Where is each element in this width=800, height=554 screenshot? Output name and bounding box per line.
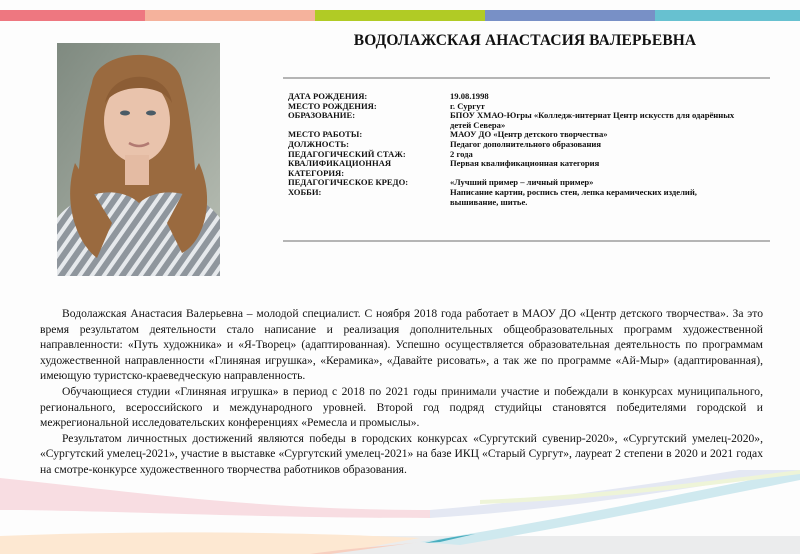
- portrait-illustration: [57, 43, 220, 276]
- info-label: МЕСТО РОЖДЕНИЯ:: [288, 100, 377, 111]
- stripe-segment-peach: [145, 10, 315, 21]
- biography-paragraph: Обучающиеся студии «Глиняная игрушка» в период с 2018 по 2021 годы принимали участие и побеждали в конкурсах муниципального, регионального, всероссийского и международного уровней. Второй год подряд студийцы становятся победителями городской и межрегиональной исследовательских конференциях «Ремесла и промыслы».: [40, 384, 763, 430]
- color-stripe: [0, 10, 800, 21]
- info-value: Первая квалификационная категория: [450, 158, 600, 169]
- info-value: 19.08.1998: [450, 91, 489, 101]
- info-label: ОБРАЗОВАНИЕ:: [288, 110, 356, 121]
- info-row-education: [288, 111, 768, 130]
- info-label: ДОЛЖНОСТЬ:: [288, 138, 350, 149]
- info-label: КВАЛИФИКАЦИОННАЯ КАТЕГОРИЯ:: [288, 158, 392, 178]
- page-title: ВОДОЛАЖСКАЯ АНАСТАСИЯ ВАЛЕРЬЕВНА: [353, 32, 697, 49]
- info-value: 2 года: [450, 148, 473, 159]
- info-row-category: [288, 159, 768, 178]
- decorative-swirls: [0, 470, 800, 554]
- info-value: Педагог дополнительного образования: [450, 138, 601, 149]
- biography-paragraph: Водолажская Анастасия Валерьевна – молодой специалист. С ноября 2018 года работает в МАОУ ДО «Центр детского творчества». За это время результатом деятельности стало написание и реализация дополнительных общеобразовательных программ художественной направленности: «Путь художника» и «Я-Творец» (адаптированная). Успешно осуществляется образовательная деятельность по программам художественной направленности «Глиняная игрушка», «Керамика», «Давайте рисовать», а так же по программе «Ай-Мыр» (адаптированная), имеющую туристско-краеведческую направленность.: [40, 307, 763, 383]
- stripe-segment-cyan: [655, 10, 800, 21]
- stripe-segment-pink: [0, 10, 145, 21]
- info-label: ДАТА РОЖДЕНИЯ:: [288, 91, 368, 101]
- info-row-hobby: [288, 188, 768, 207]
- stripe-segment-green: [315, 10, 485, 21]
- biography-paragraph: Результатом личностных достижений являются победы в городских конкурсах «Сургутский сувенир-2020», «Сургутский умелец-2020», «Сургутский умелец-2021», участие в выставке «Сургутский умелец-2021» на базе ИКЦ «Старый Сургут», лауреат 2 степени в 2020 и 2021 годах на смотре-конкурсе художественного творчества работников образования.: [40, 431, 763, 476]
- bottom-divider: [283, 240, 770, 242]
- info-value: МАОУ ДО «Центр детского творчества»: [450, 129, 608, 140]
- info-value: Написание картин, роспись стен, лепка керамических изделий, вышивание, шитье.: [450, 186, 697, 207]
- info-label: ХОББИ:: [288, 186, 322, 197]
- info-value: «Лучший пример – личный пример»: [450, 177, 594, 188]
- info-label: ПЕДАГОГИЧЕСКОЕ КРЕДО:: [288, 177, 409, 188]
- info-label: ПЕДАГОГИЧЕСКИЙ СТАЖ:: [288, 148, 406, 159]
- info-label: МЕСТО РАБОТЫ:: [288, 129, 363, 140]
- biography-text: [40, 306, 763, 478]
- info-value: г. Сургут: [450, 100, 485, 111]
- info-table: [288, 92, 768, 207]
- top-divider: [283, 77, 770, 79]
- portrait-photo: [57, 43, 220, 276]
- stripe-segment-blue: [485, 10, 655, 21]
- info-value: БПОУ ХМАО-Югры «Колледж-интернат Центр искусств для одарённых детей Севера»: [450, 110, 735, 130]
